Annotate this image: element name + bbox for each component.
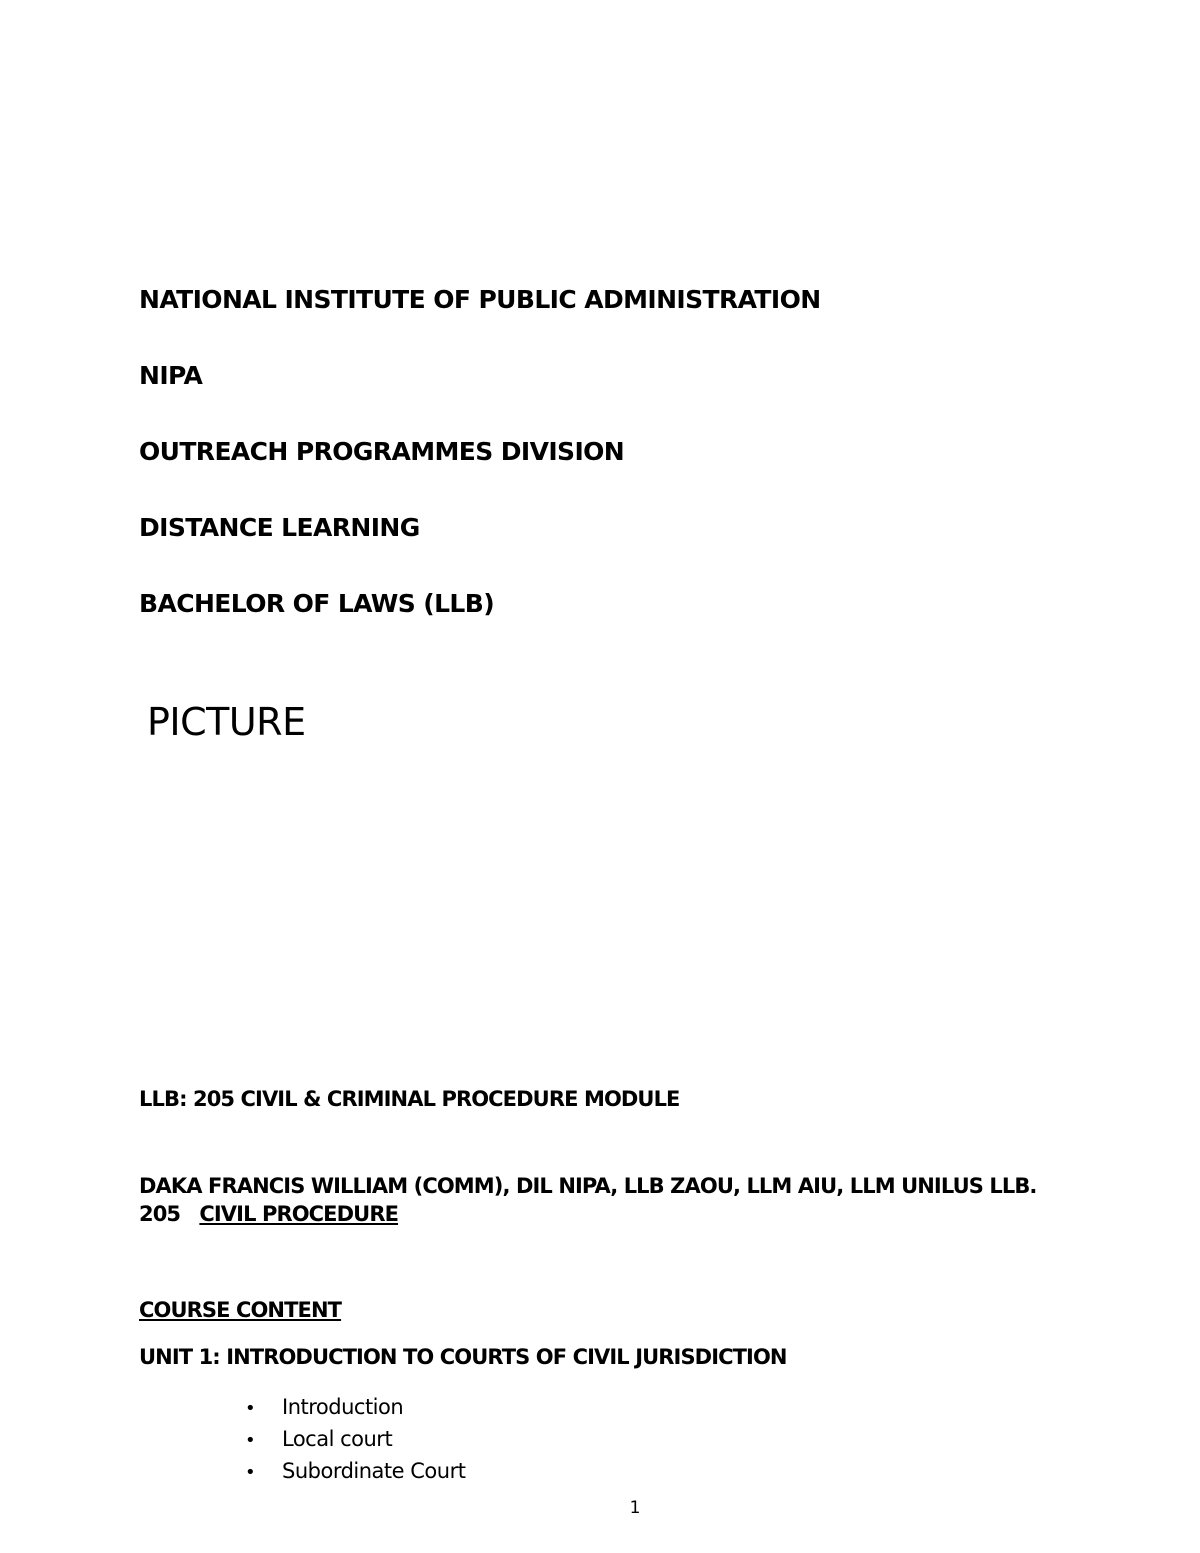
author-text: DAKA FRANCIS WILLIAM (COMM), DIL NIPA, LLB ZAOU, LLM AIU, LLM UNILUS LLB. 205 (139, 1174, 1037, 1226)
list-item (245, 1424, 465, 1456)
civil-procedure-title: CIVIL PROCEDURE (199, 1202, 399, 1226)
list-item (245, 1456, 465, 1488)
list-item (245, 1392, 465, 1424)
bullet-icon: • (245, 1398, 256, 1419)
bullet-icon: • (245, 1462, 256, 1483)
institute-name: NATIONAL INSTITUTE OF PUBLIC ADMINISTRATION (139, 285, 821, 314)
unit-1-topic-list (245, 1392, 465, 1488)
division-name: OUTREACH PROGRAMMES DIVISION (139, 437, 625, 466)
degree-name: BACHELOR OF LAWS (LLB) (139, 589, 495, 618)
topic-subordinate-court: Subordinate Court (282, 1459, 466, 1483)
topic-local-court: Local court (282, 1427, 393, 1451)
page-number: 1 (629, 1498, 641, 1518)
bullet-icon: • (245, 1430, 256, 1451)
picture-placeholder-label: PICTURE (147, 700, 306, 744)
course-content-heading: COURSE CONTENT (139, 1298, 342, 1322)
author-credentials (139, 1172, 1059, 1228)
topic-introduction: Introduction (282, 1395, 404, 1419)
module-title: LLB: 205 CIVIL & CRIMINAL PROCEDURE MODULE (139, 1087, 680, 1111)
institute-acronym: NIPA (139, 361, 203, 390)
unit-1-title: UNIT 1: INTRODUCTION TO COURTS OF CIVIL JURISDICTION (139, 1345, 787, 1369)
learning-mode: DISTANCE LEARNING (139, 513, 420, 542)
